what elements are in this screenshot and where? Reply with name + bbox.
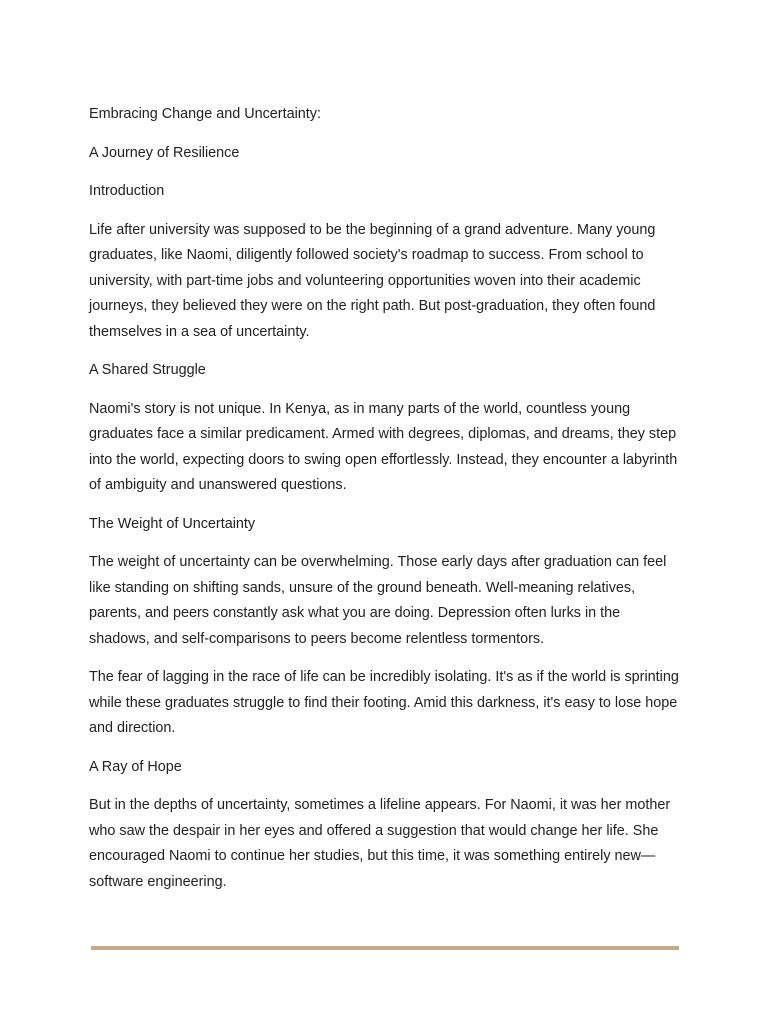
footer-divider bbox=[91, 946, 679, 950]
paragraph-weight-of-uncertainty-2: The fear of lagging in the race of life can be incredibly isolating. It's as if the world is sprinting while these graduates struggle to find their footing. Amid this darkness, it's easy to lose hope and direction. bbox=[89, 669, 679, 736]
section-heading-introduction: Introduction bbox=[89, 183, 165, 199]
document-body bbox=[89, 102, 681, 908]
paragraph-weight-of-uncertainty-1: The weight of uncertainty can be overwhelming. Those early days after graduation can feel like standing on shifting sands, unsure of the ground beneath. Well-meaning relatives, parents, and peers constantly ask what you are doing. Depression often lurks in the shadows, and self-comparisons to peers become relentless tormentors. bbox=[89, 554, 667, 647]
paragraph-shared-struggle-1: Naomi's story is not unique. In Kenya, as in many parts of the world, countless young graduates face a similar predicament. Armed with degrees, diplomas, and dreams, they step into the world, expecting doors to swing open effortlessly. Instead, they encounter a labyrinth of ambiguity and unanswered questions. bbox=[89, 400, 678, 493]
paragraph-introduction-1: Life after university was supposed to be the beginning of a grand adventure. Many young graduates, like Naomi, diligently followed society's roadmap to success. From school to university, with part-time jobs and volunteering opportunities woven into their academic journeys, they believed they were on the right path. But post-graduation, they often found themselves in a sea of uncertainty. bbox=[89, 221, 656, 340]
section-heading-weight-of-uncertainty: The Weight of Uncertainty bbox=[89, 515, 256, 532]
document-title-line-1: Embracing Change and Uncertainty: bbox=[89, 106, 321, 122]
paragraph-ray-of-hope-1: But in the depths of uncertainty, sometimes a lifeline appears. For Naomi, it was her mother who saw the despair in her eyes and offered a suggestion that would change her life. She encouraged Naomi to continue her studies, but this time, it was something entirely new—software engineering. bbox=[89, 797, 671, 890]
document-title-line-2: A Journey of Resilience bbox=[89, 144, 240, 161]
section-heading-shared-struggle: A Shared Struggle bbox=[89, 362, 206, 378]
section-heading-ray-of-hope: A Ray of Hope bbox=[89, 758, 182, 775]
